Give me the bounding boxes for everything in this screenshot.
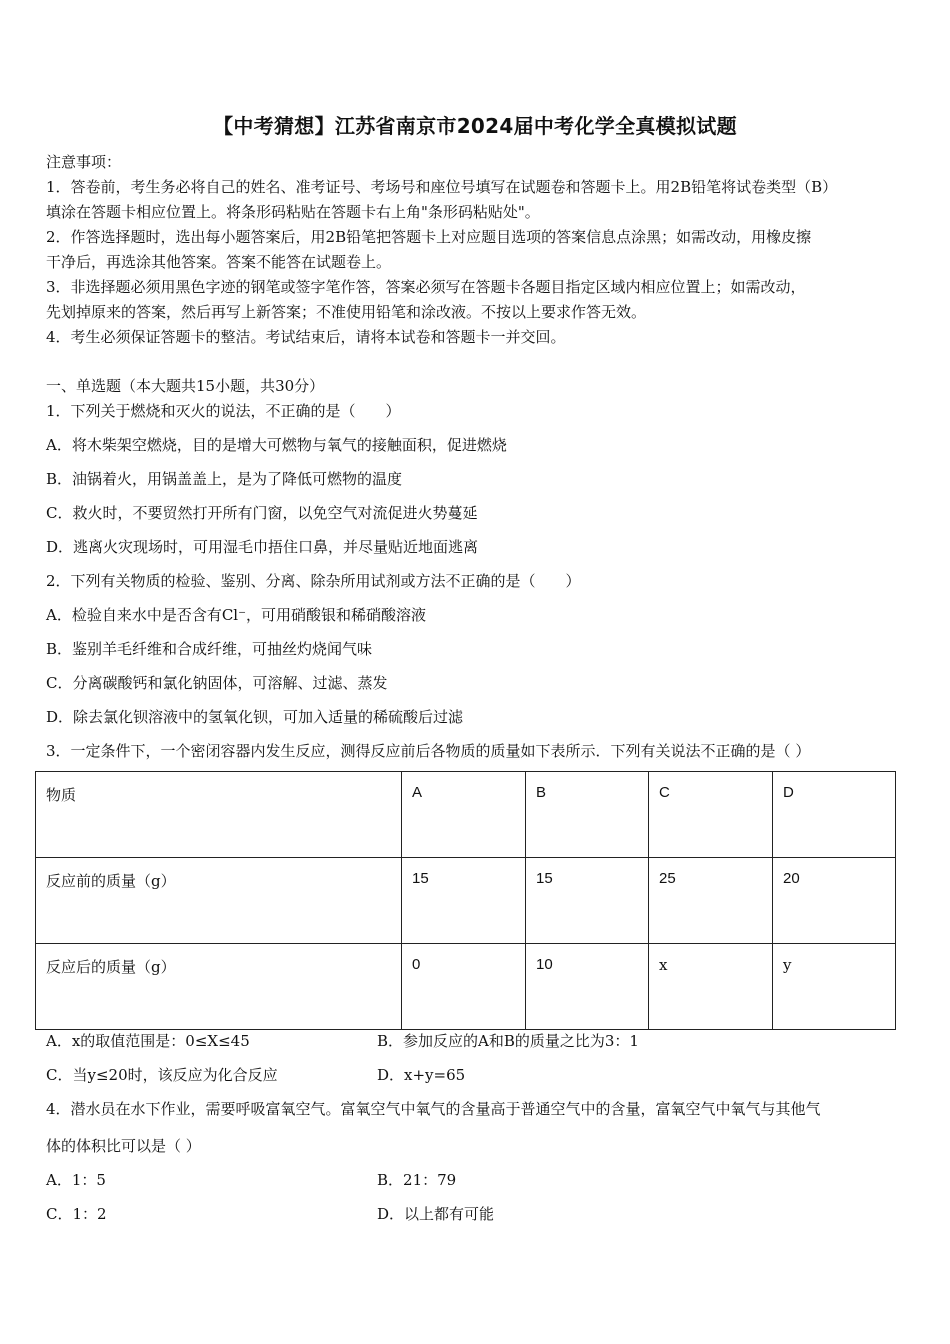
table-cell: x: [649, 944, 773, 1030]
table-cell: y: [773, 944, 896, 1030]
table-cell: A: [402, 772, 526, 858]
question-4-stem-cont: 体的体积比可以是（ ）: [46, 1137, 201, 1155]
question-1-option-d: D．逃离火灾现场时，可用湿毛巾捂住口鼻，并尽量贴近地面逃离: [46, 538, 479, 556]
table-cell: D: [773, 772, 896, 858]
table-cell: C: [649, 772, 773, 858]
table-cell: 15: [402, 858, 526, 944]
notice-line: 干净后，再选涂其他答案。答案不能答在试题卷上。: [46, 253, 392, 271]
notice-line: 4．考生必须保证答题卡的整洁。考试结束后，请将本试卷和答题卡一并交回。: [46, 328, 566, 346]
notice-line: 3．非选择题必须用黑色字迹的钢笔或签字笔作答，答案必须写在答题卡各题目指定区域内相应位置上；如需改动，: [46, 278, 806, 296]
question-4-option-b: B．21：79: [377, 1171, 457, 1189]
table-cell: 反应前的质量（g）: [36, 858, 402, 944]
notice-heading: 注意事项：: [46, 153, 122, 171]
table-header-row: [36, 772, 896, 858]
table-row: [36, 858, 896, 944]
notice-line: 填涂在答题卡相应位置上。将条形码粘贴在答题卡右上角"条形码粘贴处"。: [46, 203, 540, 221]
question-3-option-d: D．x+y=65: [377, 1066, 466, 1084]
question-2-option-b: B．鉴别羊毛纤维和合成纤维，可抽丝灼烧闻气味: [46, 640, 373, 658]
table-cell: 10: [526, 944, 649, 1030]
page-title: 【中考猜想】江苏省南京市2024届中考化学全真模拟试题: [213, 114, 737, 138]
question-3-option-b: B．参加反应的A和B的质量之比为3：1: [377, 1032, 639, 1050]
question-4-option-c: C．1：2: [46, 1205, 107, 1223]
table-cell: 20: [773, 858, 896, 944]
mass-table: [35, 771, 896, 1030]
notice-line: 1．答卷前，考生务必将自己的姓名、准考证号、考场号和座位号填写在试题卷和答题卡上。用2B铅笔将试卷类型（B）: [46, 178, 838, 196]
question-2-stem: 2．下列有关物质的检验、鉴别、分离、除杂所用试剂或方法不正确的是（ ）: [46, 572, 581, 590]
question-3-option-a: A．x的取值范围是：0≤X≤45: [46, 1032, 250, 1050]
table-cell: 反应后的质量（g）: [36, 944, 402, 1030]
question-4-option-a: A．1：5: [46, 1171, 106, 1189]
question-1-option-a: A．将木柴架空燃烧，目的是增大可燃物与氧气的接触面积，促进燃烧: [46, 436, 507, 454]
table-row: [36, 944, 896, 1030]
question-2-option-a: A．检验自来水中是否含有Cl⁻，可用硝酸银和稀硝酸溶液: [46, 606, 427, 624]
question-2-option-d: D．除去氯化钡溶液中的氢氧化钡，可加入适量的稀硫酸后过滤: [46, 708, 464, 726]
section-heading: 一、单选题（本大题共15小题，共30分）: [46, 377, 325, 395]
question-1-stem: 1．下列关于燃烧和灭火的说法，不正确的是（ ）: [46, 402, 401, 420]
table-cell: B: [526, 772, 649, 858]
notice-line: 先划掉原来的答案，然后再写上新答案；不准使用铅笔和涂改液。不按以上要求作答无效。: [46, 303, 647, 321]
table-cell: 0: [402, 944, 526, 1030]
question-4-stem: 4．潜水员在水下作业，需要呼吸富氧空气。富氧空气中氧气的含量高于普通空气中的含量，富氧空气中氧气与其他气: [46, 1100, 821, 1118]
question-3-stem: 3．一定条件下，一个密闭容器内发生反应，测得反应前后各物质的质量如下表所示．下列有关说法不正确的是（ ）: [46, 742, 811, 760]
question-1-option-c: C．救火时，不要贸然打开所有门窗，以免空气对流促进火势蔓延: [46, 504, 478, 522]
table-cell: 25: [649, 858, 773, 944]
notice-line: 2．作答选择题时，选出每小题答案后，用2B铅笔把答题卡上对应题目选项的答案信息点涂黑；如需改动，用橡皮擦: [46, 228, 812, 246]
table-cell: 物质: [36, 772, 402, 858]
question-3-option-c: C．当y≤20时，该反应为化合反应: [46, 1066, 278, 1084]
table-cell: 15: [526, 858, 649, 944]
question-4-option-d: D．以上都有可能: [377, 1205, 495, 1223]
question-2-option-c: C．分离碳酸钙和氯化钠固体，可溶解、过滤、蒸发: [46, 674, 388, 692]
question-1-option-b: B．油锅着火，用锅盖盖上，是为了降低可燃物的温度: [46, 470, 403, 488]
